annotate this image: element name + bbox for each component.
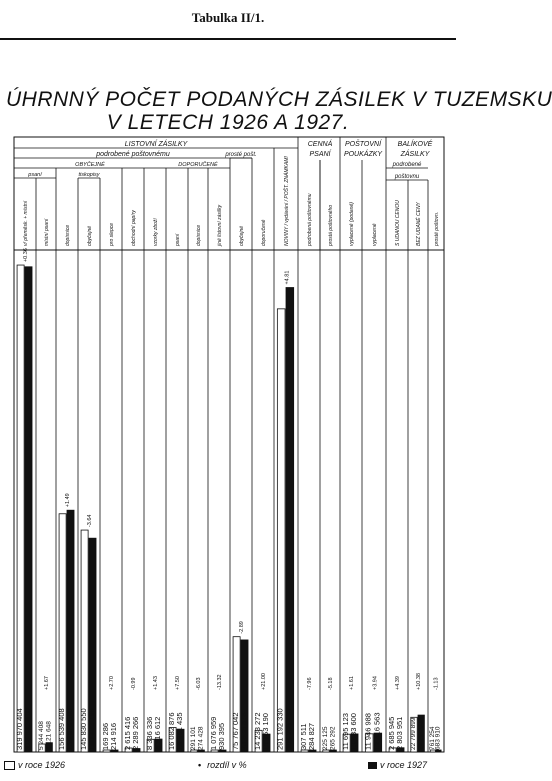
diff-label: +21.00 — [261, 673, 268, 690]
value-label-1927: 284 827 — [306, 722, 316, 750]
value-label-1926: 291 101 — [190, 726, 198, 750]
column-label: podrobená poštovnému — [307, 193, 313, 246]
header-balik-postovnu: poštovnu — [394, 174, 420, 180]
column-label: vzorky zboží — [153, 218, 159, 246]
value-label-1926: 761 254 — [428, 726, 436, 750]
column-label: jiné listovní zásilky — [217, 204, 223, 246]
table-frame — [14, 137, 444, 752]
value-label-1926: 75 767 042 — [230, 712, 240, 750]
column-label: vyplacené — [372, 223, 378, 246]
header-cenna-2: PSANÍ — [309, 151, 331, 158]
bar-1927 — [286, 288, 294, 752]
legend-diff — [198, 760, 247, 770]
value-label-1927: 265 292 — [329, 726, 337, 750]
diff-label: +7.50 — [175, 676, 182, 690]
column-label: prosté poštovn. — [434, 211, 440, 246]
chart-title-line2: V LETECH 1926 A 1927. — [106, 111, 350, 134]
column-label: S UDANOU CENOU — [395, 200, 401, 246]
value-label-1927: 11 763 190 — [260, 713, 270, 750]
header-balik-1: BALÍKOVÉ — [397, 141, 433, 148]
bar-1926 — [277, 309, 285, 752]
header-poukazky-1: POŠTOVNÍ — [344, 141, 382, 148]
value-label-1927: 305 205 732 — [284, 708, 294, 750]
value-label-1927: 683 910 — [434, 726, 442, 750]
header-balik-2: ZÁSILKY — [400, 151, 430, 158]
column-label: doporučené — [261, 219, 267, 246]
column-label: pro slepce — [109, 222, 115, 246]
bar-1927 — [22, 267, 32, 752]
header-poukazky-2: POUKÁZKY — [343, 151, 383, 158]
value-label-1927: 8 516 612 — [152, 716, 162, 750]
diff-label: -1.13 — [433, 677, 440, 690]
column-label: prostá poštovného — [328, 204, 334, 246]
value-label-1927: 11 883 600 — [348, 713, 358, 750]
value-label-1926: 145 830 550 — [78, 708, 88, 750]
value-label-1926: 14 233 272 — [252, 712, 262, 750]
diff-label: -7.96 — [307, 677, 314, 690]
value-label-1926: 156 539 408 — [56, 708, 66, 750]
value-label-1926: 2 615 416 — [122, 716, 132, 750]
chart-title-line1: ÚHRNNÝ POČET PODANÝCH ZÁSILEK V TUZEMSKU — [6, 88, 552, 111]
column-label: v/ přeměsk. + místní — [23, 200, 29, 246]
value-label-1927: 2 289 266 — [130, 716, 140, 750]
value-label-1926: 11 946 988 — [363, 713, 373, 750]
diff-label: +1.49 — [65, 493, 72, 508]
header-podrobene: podrobené poštovnému — [96, 151, 170, 158]
value-label-1927: 158 878 590 — [64, 708, 74, 750]
value-label-1927: 6 121 648 — [45, 721, 53, 750]
legend-1926-label: v roce 1926 — [18, 760, 66, 770]
value-label-1926: 1 076 959 — [208, 716, 218, 750]
value-label-1927: 930 395 — [216, 722, 226, 750]
header-proste: prosté pošt. — [225, 152, 257, 158]
column-label: BEZ UDANÉ CENY — [416, 202, 422, 246]
value-label-1926: 2 685 945 — [386, 716, 396, 750]
value-label-1927: 24 264 038 — [417, 717, 425, 750]
legend-1927-label: v roce 1927 — [380, 760, 428, 770]
value-label-1926: 307 511 — [298, 723, 308, 750]
diff-label: -5.18 — [328, 677, 334, 690]
bar-1926 — [14, 265, 24, 752]
legend-1926-swatch — [4, 761, 15, 770]
diff-label: +1.67 — [44, 676, 50, 690]
diff-label: +2.70 — [109, 676, 116, 690]
diff-label: -0.99 — [131, 677, 138, 690]
legend-diff-label: rozdíl v % — [207, 760, 247, 770]
value-label-1926: 225 125 — [322, 726, 330, 750]
header-doporucene: DOPORUČENÉ — [178, 162, 218, 168]
header-cenna-1: CENNÁ — [307, 141, 333, 148]
column-label: NOVINY / vydávání / POŠT. ZNÁMKAMI — [284, 156, 290, 246]
diff-label: +4.39 — [395, 676, 402, 690]
value-label-1927: 12 416 563 — [372, 712, 382, 750]
table-number: Tabulka II/1. — [191, 10, 265, 25]
diff-label: +3.94 — [372, 676, 379, 690]
value-label-1927: 73 638 578 — [238, 712, 248, 750]
diff-label: -6.03 — [196, 677, 202, 690]
value-label-1927: 274 428 — [197, 726, 205, 750]
value-label-1926: 22 799 899 — [410, 717, 418, 750]
header-psani: psaní — [28, 172, 42, 178]
legend-1927 — [368, 760, 427, 770]
header-balik-podrobene: podrobené — [392, 162, 422, 168]
diff-label: -2.89 — [239, 621, 246, 634]
legend-1927-swatch — [368, 762, 377, 769]
column-label: dopisnice — [65, 224, 71, 246]
value-label-1927: 140 492 196 — [86, 708, 96, 750]
header-obycejne: OBYČEJNÉ — [75, 162, 105, 168]
value-label-1926: 291 192 330 — [275, 708, 285, 750]
column-label: vyplacené (podané) — [349, 202, 355, 246]
value-label-1927: 2 803 951 — [394, 716, 404, 750]
diff-label: +0.36 — [23, 248, 30, 263]
column-label: psaní — [175, 233, 181, 246]
legend-diff-marker: • — [198, 760, 202, 770]
diff-label: +4.81 — [284, 270, 291, 285]
value-label-1926: 8 336 336 — [144, 716, 154, 750]
diff-label: -3.64 — [87, 514, 94, 528]
diff-label: +1.61 — [349, 676, 356, 690]
header-tiskopisy: tiskopisy — [78, 172, 100, 178]
diff-label: -13.32 — [217, 674, 224, 690]
column-label: obyčejné — [87, 225, 93, 246]
value-label-1926: 319 970 404 — [14, 708, 24, 750]
value-label-1926: 5 244 408 — [38, 721, 46, 750]
column-label: místní psaní — [44, 218, 50, 246]
value-label-1926: 11 695 123 — [340, 713, 350, 750]
value-label-1927: 14 961 435 — [174, 712, 184, 750]
column-label: obchodní papíry — [131, 210, 137, 246]
diff-label: +10.38 — [416, 673, 422, 690]
value-label-1927: 318 832 410 — [22, 708, 32, 750]
header-listovni: LISTOVNÍ ZÁSILKY — [124, 141, 188, 148]
value-label-1926: 169 286 — [100, 722, 110, 750]
legend-1926 — [4, 760, 65, 770]
diff-label: +1.43 — [153, 676, 160, 690]
value-label-1927: 214 916 — [108, 722, 118, 750]
value-label-1926: 16 082 876 — [166, 712, 176, 750]
column-label: dopisnice — [196, 224, 202, 246]
column-label: obyčejné — [239, 225, 245, 246]
